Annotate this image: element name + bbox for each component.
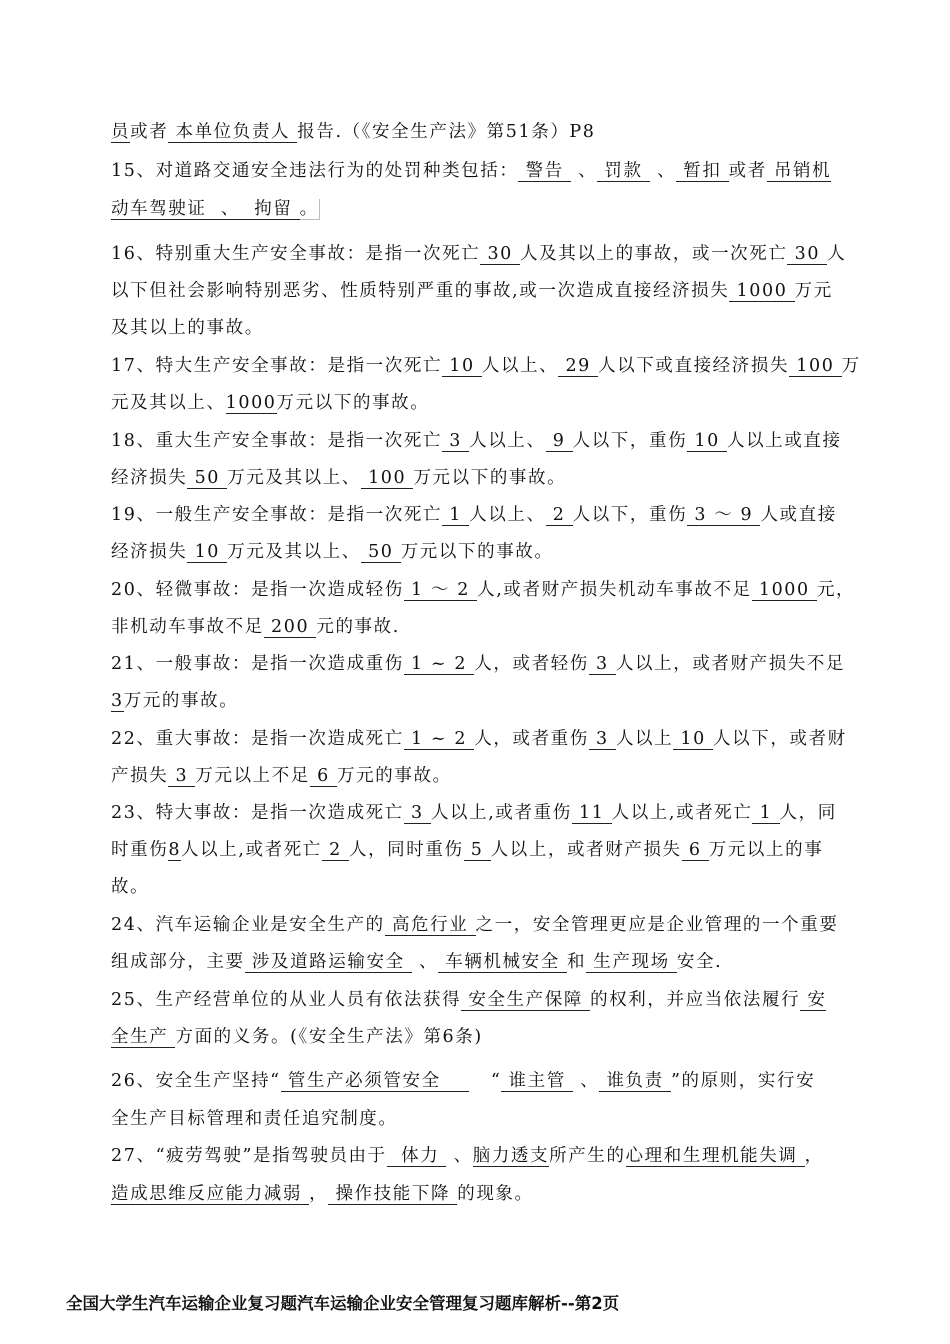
question-text: 人以上,或者重伤 (430, 803, 572, 823)
question-text: 和 (567, 952, 587, 972)
question-text: 人 (827, 244, 847, 264)
question-text: 16、特别重大生产安全事故：是指一次死亡 (111, 244, 481, 264)
question-text: 方面的义务。(《安全生产法》第6条) (175, 1027, 483, 1047)
question-text: 人以下，重伤 (572, 431, 688, 451)
text-line (111, 725, 847, 750)
answer-blank: 6 (681, 840, 709, 860)
page-footer: 全国大学生汽车运输企业复习题汽车运输企业安全管理复习题库解析--第2页 (66, 1294, 620, 1313)
answer-blank: 全生产 (111, 1027, 176, 1047)
question-text: 18、重大生产安全事故：是指一次死亡 (111, 431, 443, 451)
answer-blank: 3 (403, 803, 431, 823)
text-line (111, 157, 831, 182)
answer-blank: 50 (360, 542, 401, 562)
answer-blank: 本单位负责人 (168, 122, 298, 142)
question-text: 全生产目标管理和责任追究制度。 (111, 1109, 398, 1129)
question-text: 人，同时重伤 (348, 840, 464, 860)
answer-blank: 吊销机 (766, 161, 832, 181)
answer-blank: 50 (187, 468, 228, 488)
text-line (111, 118, 596, 143)
answer-blank: 10 (687, 431, 728, 451)
question-text: 人以下，或者财 (713, 729, 847, 749)
question-text: 人，或者轻伤 (474, 654, 589, 674)
question-text: ， (309, 1184, 329, 1204)
answer-blank: 暂扣 (676, 161, 729, 181)
answer-blank: 1 (442, 505, 470, 525)
question-text: 人以上，或者财产损失不足 (615, 654, 846, 674)
question-text: 经济损失 (111, 468, 188, 488)
answer-blank: 5 (463, 840, 491, 860)
question-text: 人，或者重伤 (474, 729, 589, 749)
question-text: ， (804, 1146, 824, 1166)
question-text: 23、特大事故：是指一次造成死亡 (111, 803, 404, 823)
answer-blank: 3 (588, 654, 616, 674)
question-text: 人以上，或者财产损失 (490, 840, 682, 860)
question-text: 所产生的 (549, 1146, 626, 1166)
question-text: 的现象。 (457, 1184, 534, 1204)
answer-blank: 1 ～ 2 (403, 580, 478, 600)
question-text: 安全. (676, 952, 723, 972)
question-text: 万元以上的事 (708, 840, 824, 860)
text-line (111, 911, 838, 936)
text-line (111, 427, 842, 452)
question-text: 人及其以上的事故，或一次死亡 (520, 244, 788, 264)
answer-blank: 拘留 (247, 199, 300, 219)
answer-blank: 200 (263, 617, 317, 637)
question-text: 人以上,或者死亡 (181, 840, 322, 860)
answer-blank: 动车驾驶证 (111, 199, 214, 219)
text-line (111, 613, 400, 638)
answer-blank: 操作技能下降 (328, 1184, 458, 1204)
answer-blank: 3 (588, 729, 616, 749)
text-line (111, 948, 722, 973)
question-text: 22、重大事故：是指一次造成死亡 (111, 729, 404, 749)
text-line (111, 836, 823, 861)
answer-blank: 3 (442, 431, 470, 451)
answer-blank: 1 ~ 2 (403, 654, 475, 674)
question-text: 万元的事故。 (123, 691, 239, 711)
answer-blank: 。 (299, 199, 319, 219)
question-text: 的权利，并应当依法履行 (590, 990, 801, 1010)
answer-blank: 生产现场 (586, 952, 677, 972)
answer-blank: 11 (571, 803, 612, 823)
question-text: 、 (411, 952, 439, 972)
text-line (111, 314, 264, 339)
question-text: 元及其以上、 (111, 393, 226, 413)
question-text: 24、汽车运输企业是安全生产的 (111, 915, 385, 935)
answer-blank: 8 (168, 840, 182, 860)
text-line (111, 687, 238, 712)
text-line (111, 1142, 824, 1167)
answer-blank: 1000 (729, 281, 795, 301)
text-line (111, 986, 826, 1011)
question-text: 之一，安全管理更应是企业管理的一个重要 (475, 915, 839, 935)
answer-blank: 罚款 (597, 161, 650, 181)
answer-blank: 30 (480, 244, 521, 264)
question-text: 报告.（《安全生产法》第51条）P8 (297, 122, 596, 142)
question-text: 25、生产经营单位的从业人员有依法获得 (111, 990, 462, 1010)
text-line (111, 576, 855, 601)
answer-blank: 1000 (225, 393, 277, 413)
question-text: 人以下或直接经济损失 (598, 356, 790, 376)
answer-blank: 100 (360, 468, 414, 488)
question-text: 万元以上不足 (195, 766, 310, 786)
question-text: 17、特大生产安全事故：是指一次死亡 (111, 356, 443, 376)
answer-blank: 1 (752, 803, 780, 823)
text-line (111, 352, 861, 377)
question-text: 27、“疲劳驾驶”是指驾驶员由于 (111, 1146, 387, 1166)
question-text: 人以上、 (469, 431, 546, 451)
answer-blank: 29 (558, 356, 599, 376)
text-line (111, 195, 320, 220)
answer-blank: 脑力透支 (472, 1146, 550, 1166)
answer-blank: 谁负责 (599, 1071, 671, 1091)
question-text: 人以上 (615, 729, 674, 749)
text-line (111, 1105, 398, 1130)
question-text: 万元及其以上、 (227, 542, 361, 562)
answer-blank: 造成思维反应能力减弱 (111, 1184, 310, 1204)
question-text: 、 (649, 161, 677, 181)
question-text: 以下但社会影响特别恶劣、性质特别严重的事故,或一次造成直接经济损失 (111, 281, 730, 301)
text-line (111, 501, 837, 526)
question-text: 组成部分，主要 (111, 952, 245, 972)
answer-blank: 警告 (518, 161, 571, 181)
text-line (111, 464, 566, 489)
answer-blank: 10 (442, 356, 482, 376)
question-text: 万元及其以上、 (227, 468, 361, 488)
question-text: 非机动车事故不足 (111, 617, 264, 637)
question-text: 人,或者财产损失机动车事故不足 (477, 580, 752, 600)
answer-blank: 体力 (386, 1146, 447, 1166)
answer-blank: 3 ～ 9 (687, 505, 761, 525)
question-text: 或者 (130, 122, 169, 142)
answer-blank: 高危行业 (384, 915, 476, 935)
text-line (111, 762, 452, 787)
question-text: 元， (816, 580, 856, 600)
answer-blank: 、 (213, 199, 248, 219)
question-text: 万元以下的事故。 (413, 468, 567, 488)
question-text: 经济损失 (111, 542, 188, 562)
question-text: 人以上或直接 (727, 431, 842, 451)
question-text: 19、一般生产安全事故：是指一次死亡 (111, 505, 443, 525)
answer-blank: 10 (187, 542, 228, 562)
text-line (111, 650, 845, 675)
text-line (111, 538, 554, 563)
answer-blank: 30 (787, 244, 828, 264)
question-text: 、 (571, 161, 598, 181)
text-line (111, 1023, 483, 1048)
answer-blank: 2 (321, 840, 349, 860)
question-text: “ (469, 1071, 502, 1091)
text-line (111, 1180, 534, 1205)
question-text: 时重伤 (111, 840, 169, 860)
answer-blank: 安 (800, 990, 827, 1010)
question-text: 、 (446, 1146, 473, 1166)
answer-blank: 涉及道路运输安全 (244, 952, 412, 972)
question-text: 万元的事故。 (337, 766, 452, 786)
question-text: 26、安全生产坚持“ (111, 1071, 281, 1091)
answer-blank: 安全生产保障 (461, 990, 591, 1010)
question-text: 万元 (794, 281, 833, 301)
question-text: 21、一般事故：是指一次造成重伤 (111, 654, 404, 674)
question-text: 人以上,或者死亡 (611, 803, 753, 823)
question-text: ”的原则，实行安 (670, 1071, 816, 1091)
answer-blank: 心理和生理机能失调 (625, 1146, 805, 1166)
question-text: 产损失 (111, 766, 169, 786)
answer-blank: 10 (673, 729, 714, 749)
question-text: 人，同 (779, 803, 837, 823)
answer-blank: 100 (789, 356, 842, 376)
question-text: 或者 (728, 161, 767, 181)
question-text: 万元以下的事故。 (276, 393, 430, 413)
answer-blank: 6 (309, 766, 338, 786)
question-text: 万 (841, 356, 861, 376)
text-line (111, 873, 149, 898)
question-text: 万元以下的事故。 (400, 542, 554, 562)
question-text: 人或直接 (760, 505, 837, 525)
text-line (111, 277, 833, 302)
answer-blank: 3 (111, 691, 124, 711)
question-text: 及其以上的事故。 (111, 318, 264, 338)
question-text: 元的事故. (316, 617, 400, 637)
text-line (111, 240, 846, 265)
question-text: 人以上、 (469, 505, 546, 525)
answer-blank: 1000 (751, 580, 817, 600)
answer-blank: 9 (545, 431, 573, 451)
question-text: 人以下，重伤 (572, 505, 688, 525)
question-text: 20、轻微事故：是指一次造成轻伤 (111, 580, 404, 600)
answer-blank: 谁主管 (501, 1071, 574, 1091)
text-line (111, 389, 429, 414)
question-text: 人以上、 (481, 356, 559, 376)
answer-blank: 2 (545, 505, 573, 525)
question-text: 故。 (111, 877, 150, 897)
text-line (111, 1067, 815, 1092)
answer-blank: 员 (111, 122, 131, 142)
question-text: 15、对道路交通安全违法行为的处罚种类包括： (111, 161, 519, 181)
question-text: 、 (573, 1071, 600, 1091)
answer-blank: 1 ~ 2 (403, 729, 475, 749)
answer-blank: 3 (168, 766, 196, 786)
answer-blank: 车辆机械安全 (438, 952, 568, 972)
answer-blank: 管生产必须管安全 (280, 1071, 470, 1091)
text-line (111, 799, 837, 824)
